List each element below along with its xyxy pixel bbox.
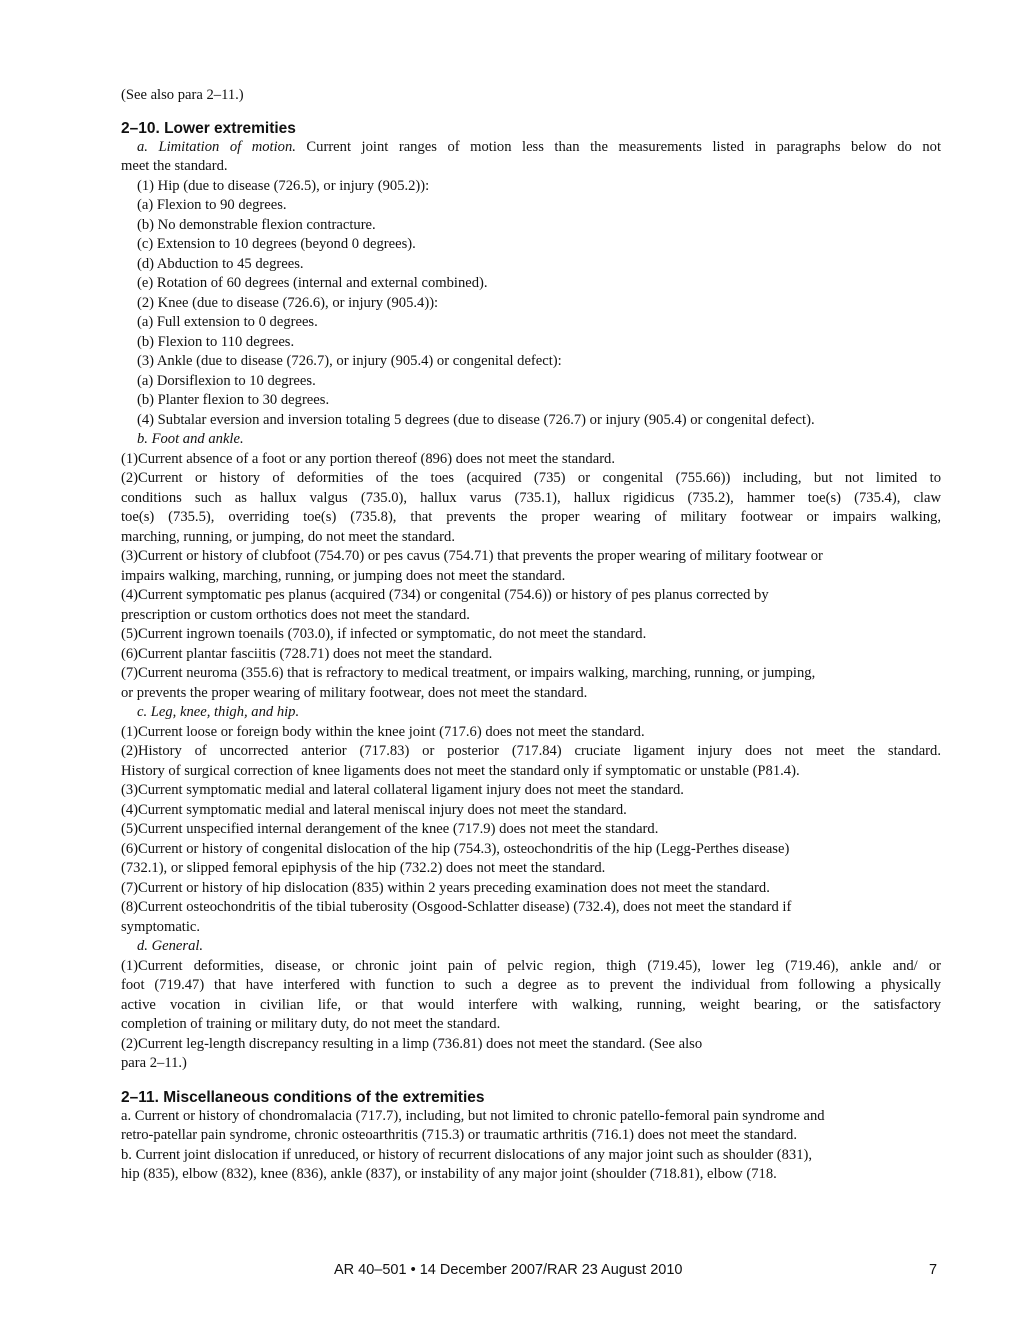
text-line: or prevents the proper wearing of military footwear, does not meet the standard. xyxy=(121,684,588,701)
text-line: (1)Current loose or foreign body within the knee joint (717.6) does not meet the standard. xyxy=(121,723,645,740)
text-line: active vocation in civilian life, or that would interfere with walking, running, weight bearing, or the satisfactory xyxy=(121,996,941,1013)
text-line: (3)Current or history of clubfoot (754.70) or pes cavus (754.71) that prevents the proper wearing of military footwear or xyxy=(121,548,823,564)
subsection-label-c: c. Leg, knee, thigh, and hip. xyxy=(137,704,300,720)
para-a-line-1: a. Limitation of motion. Current joint ranges of motion less than the measurements listed in paragraphs below do not xyxy=(137,138,942,155)
section-heading-2-11: 2–11. Miscellaneous conditions of the extremities xyxy=(121,1088,485,1106)
text-line: (6)Current or history of congenital dislocation of the hip (754.3), osteochondritis of the hip (Legg-Perthes disease) xyxy=(121,840,790,857)
list-item: (d) Abduction to 45 degrees. xyxy=(137,255,304,272)
document-page xyxy=(121,86,941,1185)
list-item: (b) Flexion to 110 degrees. xyxy=(137,333,295,350)
list-item: (2) Knee (due to disease (726.6), or injury (905.4)): xyxy=(137,294,439,311)
subsection-label-a: a. Limitation of motion. xyxy=(137,138,296,155)
text-line: (2)Current leg-length discrepancy resulting in a limp (736.81) does not meet the standard. (See also xyxy=(121,1035,703,1052)
text-line: (4)Current symptomatic medial and lateral meniscal injury does not meet the standard. xyxy=(121,801,627,818)
para-a-line-2: meet the standard. xyxy=(121,158,228,174)
text-line: (3)Current symptomatic medial and lateral collateral ligament injury does not meet the standard. xyxy=(121,782,684,798)
text-line: prescription or custom orthotics does not meet the standard. xyxy=(121,606,470,623)
list-item: (b) No demonstrable flexion contracture. xyxy=(137,216,376,233)
text-line: b. Current joint dislocation if unreduced, or history of recurrent dislocations of any major joint such as shoulder (831), xyxy=(121,1146,813,1163)
text-line: (7)Current or history of hip dislocation (835) within 2 years preceding examination does not meet the standard. xyxy=(121,879,770,896)
text-line: retro-patellar pain syndrome, chronic osteoarthritis (715.3) or traumatic arthritis (716.1) does not meet the standard. xyxy=(121,1127,797,1143)
text-line: conditions such as hallux valgus (735.0), hallux varus (735.1), hallux rigidicus (735.2), hammer toe(s) (735.4), claw xyxy=(121,489,941,506)
text-line: (6)Current plantar fasciitis (728.71) does not meet the standard. xyxy=(121,645,493,662)
text-line: (5)Current unspecified internal derangement of the knee (717.9) does not meet the standard. xyxy=(121,821,659,837)
list-item: (a) Flexion to 90 degrees. xyxy=(137,197,287,213)
list-item: (e) Rotation of 60 degrees (internal and external combined). xyxy=(137,275,488,291)
list-item: (3) Ankle (due to disease (726.7), or injury (905.4) or congenital defect): xyxy=(137,353,562,369)
list-item: (1) Hip (due to disease (726.5), or injury (905.2)): xyxy=(137,177,430,194)
page-number: 7 xyxy=(929,1262,938,1278)
text-line: completion of training or military duty, do not meet the standard. xyxy=(121,1016,501,1032)
text-line: (5)Current ingrown toenails (703.0), if infected or symptomatic, do not meet the standard. xyxy=(121,626,647,642)
text-line: impairs walking, marching, running, or jumping does not meet the standard. xyxy=(121,567,566,584)
subsection-label-d: d. General. xyxy=(137,938,204,954)
section-heading-2-10: 2–10. Lower extremities xyxy=(121,119,296,137)
list-item: (a) Full extension to 0 degrees. xyxy=(137,314,318,330)
text-line: a. Current or history of chondromalacia (717.7), including, but not limited to chronic patello-femoral pain syndrome and xyxy=(121,1107,825,1124)
text-line: (1)Current absence of a foot or any portion thereof (896) does not meet the standard. xyxy=(121,450,615,467)
text-line: symptomatic. xyxy=(121,918,201,935)
see-also-note: (See also para 2–11.) xyxy=(121,87,244,103)
list-item: (b) Planter flexion to 30 degrees. xyxy=(137,392,330,408)
subsection-label-b: b. Foot and ankle. xyxy=(137,431,244,447)
list-item: (a) Dorsiflexion to 10 degrees. xyxy=(137,372,316,389)
text-line: (2)History of uncorrected anterior (717.83) or posterior (717.84) cruciate ligament injury does not meet the standard. xyxy=(121,743,941,759)
text-line: (7)Current neuroma (355.6) that is refractory to medical treatment, or impairs walking, marching, running, or jumping, xyxy=(121,665,816,681)
list-item: (4) Subtalar eversion and inversion totaling 5 degrees (due to disease (726.7) or injury (905.4) or congenital defect). xyxy=(137,411,815,428)
text-line: hip (835), elbow (832), knee (836), ankle (837), or instability of any major joint (shoulder (718.81), elbow (718. xyxy=(121,1166,777,1182)
text-line: marching, running, or jumping, do not meet the standard. xyxy=(121,528,455,545)
text-line: (8)Current osteochondritis of the tibial tuberosity (Osgood-Schlatter disease) (732.4), does not meet the standard if xyxy=(121,899,792,915)
footer-citation: AR 40–501 • 14 December 2007/RAR 23 August 2010 xyxy=(334,1262,683,1278)
text-line: (2)Current or history of deformities of the toes (acquired (735) or congenital (755.66)) including, but not limited to xyxy=(121,470,941,486)
text-line: para 2–11.) xyxy=(121,1055,187,1071)
text-line: (4)Current symptomatic pes planus (acquired (734) or congenital (754.6)) or history of pes planus corrected by xyxy=(121,587,769,603)
text-line: foot (719.47) that have interfered with function to such a degree as to prevent the individual from following a physically xyxy=(121,977,941,993)
text-line: (1)Current deformities, disease, or chronic joint pain of pelvic region, thigh (719.45), lower leg (719.46), ankle and/ or xyxy=(121,957,941,974)
list-item: (c) Extension to 10 degrees (beyond 0 degrees). xyxy=(137,236,416,252)
text-line: History of surgical correction of knee ligaments does not meet the standard only if symptomatic or unstable (P81.4). xyxy=(121,762,800,779)
text-line: toe(s) (735.5), overriding toe(s) (735.8), that prevents the proper wearing of military footwear or impairs walking, xyxy=(121,509,941,525)
text-line: (732.1), or slipped femoral epiphysis of the hip (732.2) does not meet the standard. xyxy=(121,860,606,876)
